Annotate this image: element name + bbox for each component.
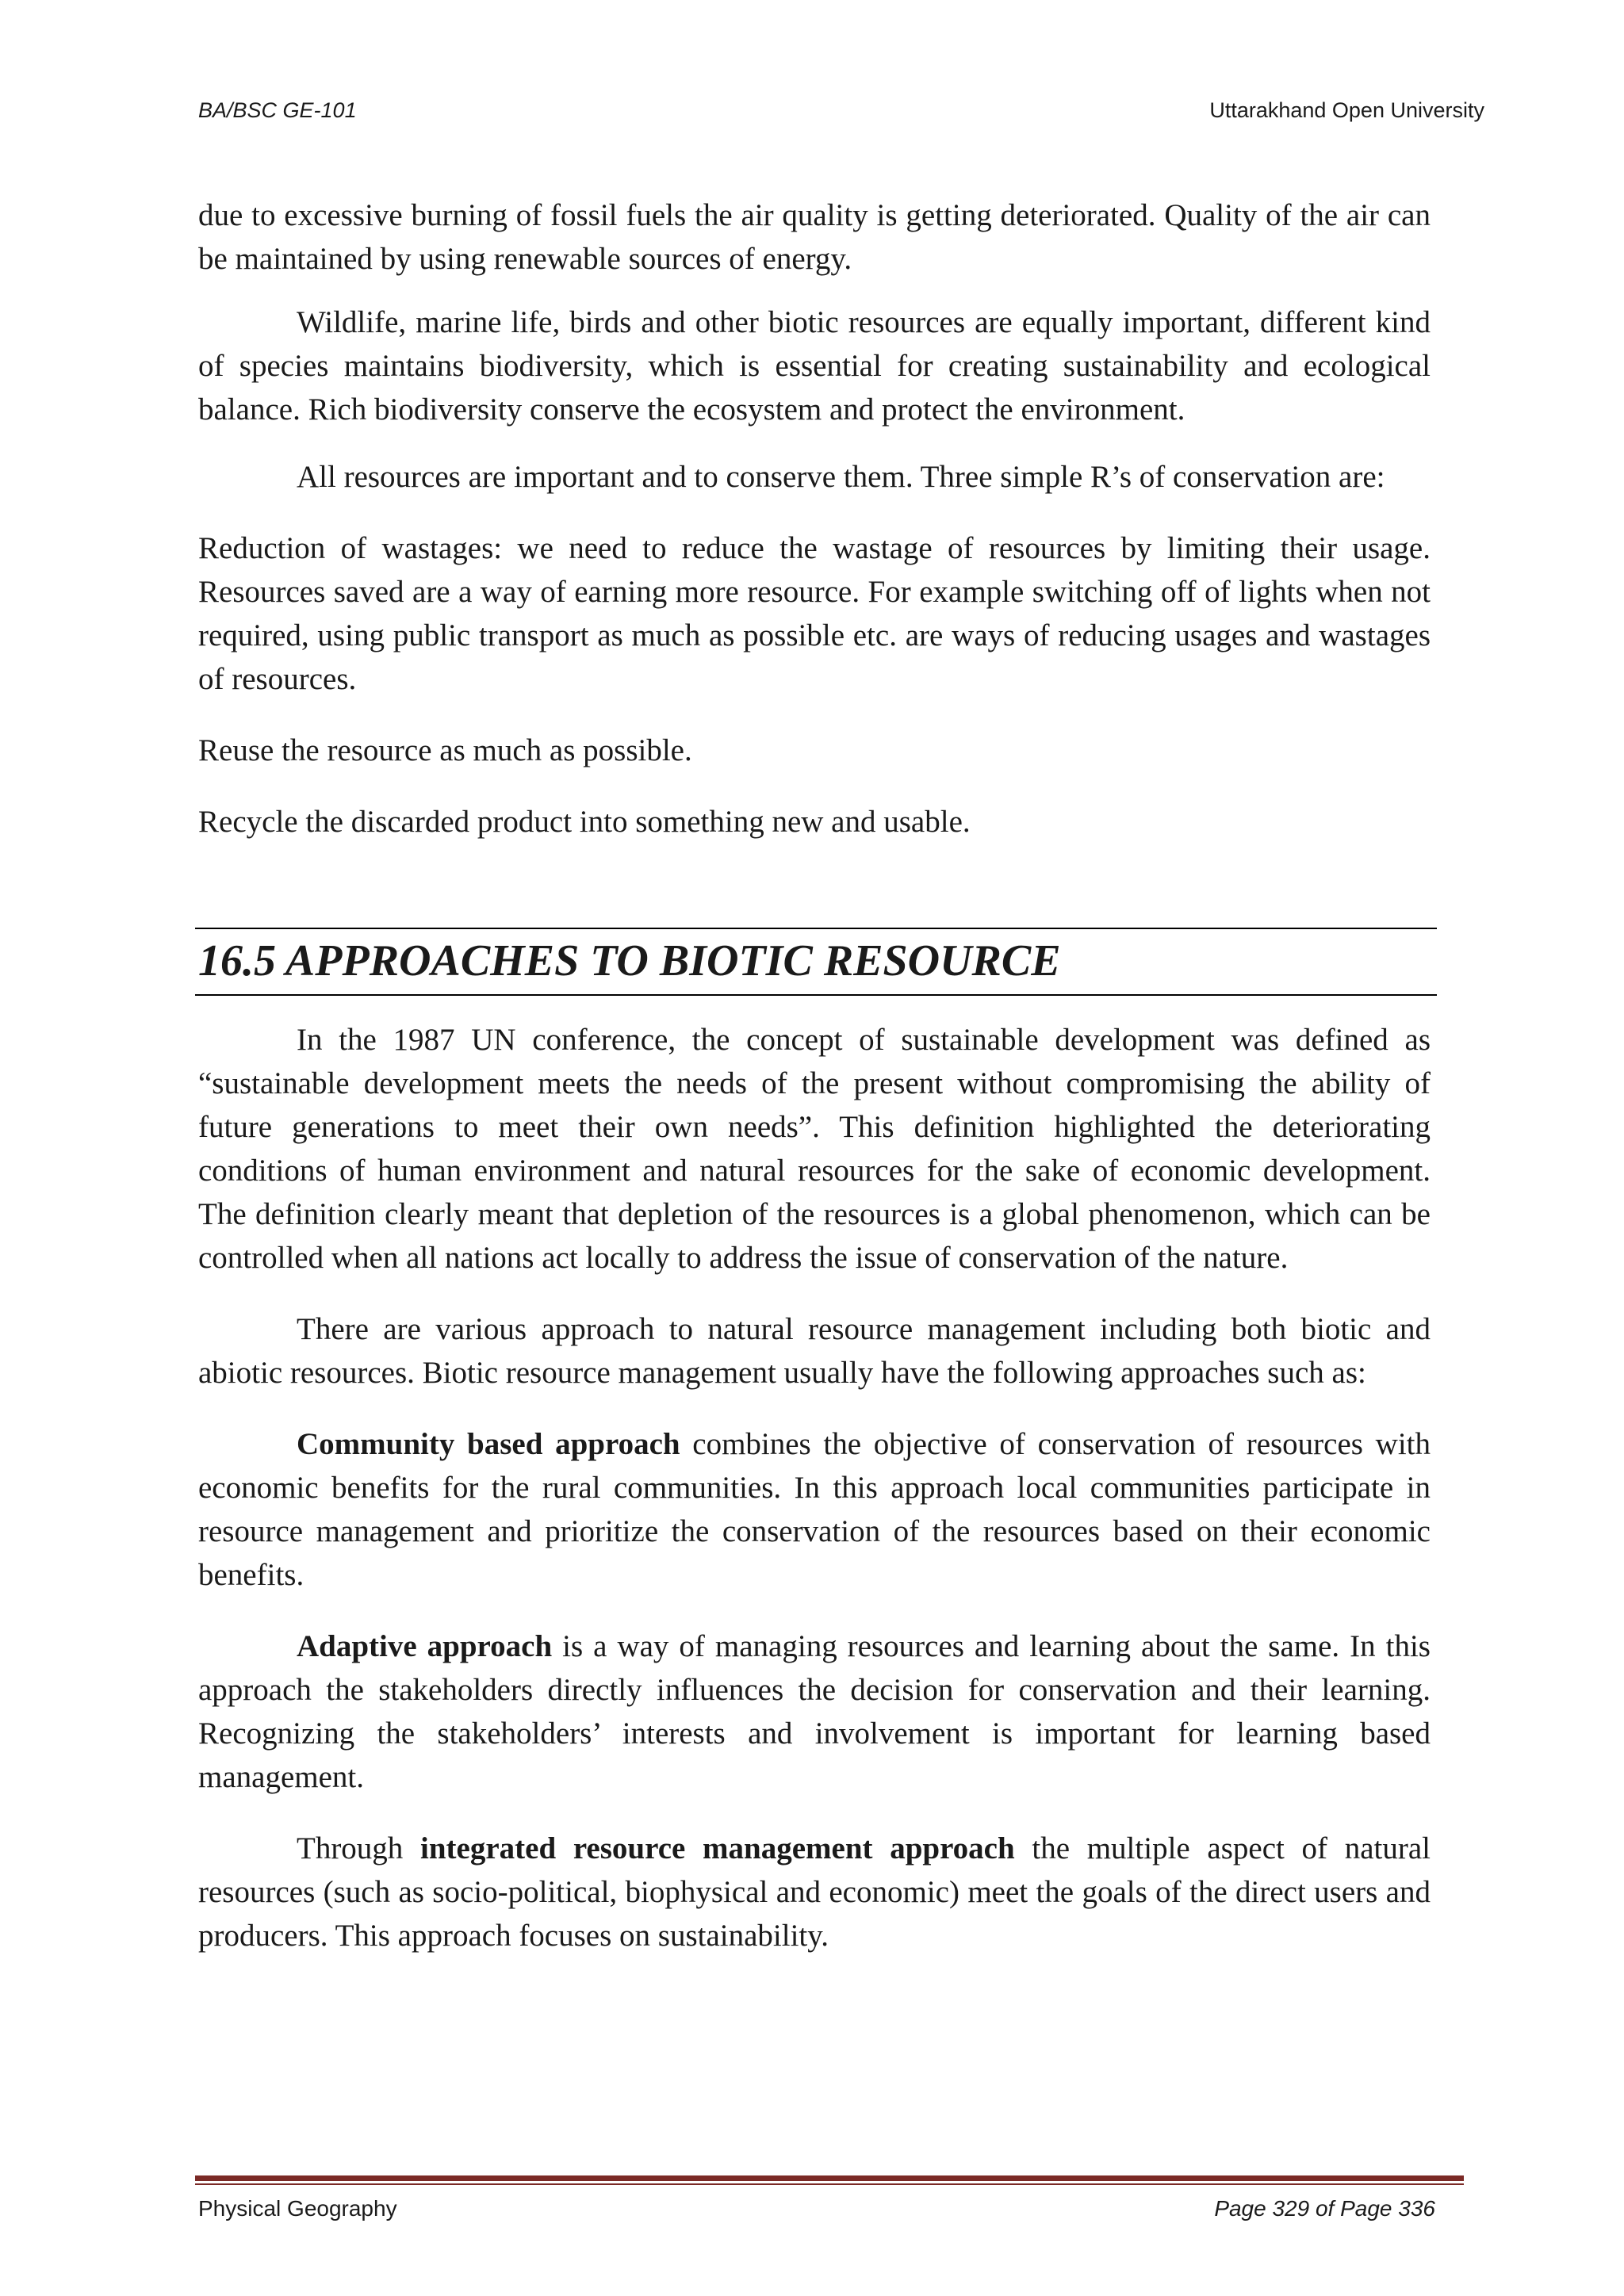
term-adaptive-approach: Adaptive approach — [297, 1629, 553, 1663]
term-integrated-approach: integrated resource management approach — [420, 1831, 1015, 1866]
text-adaptive-approach: is a way of managing resources and learning about the same. In this approach the stakeholders directly influences the decision for conservation and their learning. Recognizing the stakeholders’ interests and involvement is important for learning based management. — [198, 1629, 1431, 1794]
text-integrated-approach: the multiple aspect of natural resources (such as socio-political, biophysical and economic) meet the goals of the direct users and producers. This approach focuses on sustainability. — [198, 1831, 1431, 1953]
body-top — [198, 193, 1431, 844]
term-community-approach: Community based approach — [297, 1427, 680, 1461]
paragraph-reuse: Reuse the resource as much as possible. — [198, 733, 692, 767]
footer-subject: Physical Geography — [198, 2196, 397, 2221]
paragraph-sustainable-development: In the 1987 UN conference, the concept of sustainable development was defined as “sustainable development meets the needs of the present without compromising the ability of future generations to meet their own needs”. This definition highlighted the deteriorating conditions of human environment and natural resources for the sake of economic development. The definition clearly meant that depletion of the resources is a global phenomenon, which can be controlled when all nations act locally to address the issue of conservation of the nature. — [198, 1023, 1431, 1275]
paragraph-integrated-approach — [198, 1827, 1431, 1957]
heading-divider-top — [195, 928, 1437, 929]
paragraph-recycle: Recycle the discarded product into something new and usable. — [198, 805, 971, 839]
header-course-code: BA/BSC GE-101 — [198, 98, 357, 122]
footer-page-number: Page 329 of Page 336 — [1214, 2196, 1435, 2221]
paragraph-air-quality: due to excessive burning of fossil fuels the air quality is getting deteriorated. Quality of the air can be maintained by using renewable sources of energy. — [198, 198, 1431, 276]
text-community-approach: combines the objective of conservation of resources with economic benefits for the rural communities. In this approach local communities participate in resource management and prioritize the conservation of the resources based on their economic benefits. — [198, 1427, 1431, 1592]
paragraph-community-approach — [198, 1422, 1431, 1597]
prefix-integrated-approach: Through — [297, 1831, 421, 1866]
footer-divider-thin — [195, 2183, 1464, 2185]
body-section — [198, 1018, 1431, 1957]
heading-divider-bottom — [195, 994, 1437, 996]
paragraph-adaptive-approach — [198, 1624, 1431, 1799]
header-university: Uttarakhand Open University — [1209, 98, 1484, 122]
paragraph-approaches-intro: There are various approach to natural resource management including both biotic and abiotic resources. Biotic resource management usually have the following approaches such as: — [198, 1312, 1431, 1390]
section-heading: 16.5 APPROACHES TO BIOTIC RESOURCE — [198, 936, 1061, 985]
paragraph-three-rs: All resources are important and to conserve them. Three simple R’s of conservation are: — [297, 460, 1385, 494]
paragraph-reduction: Reduction of wastages: we need to reduce the wastage of resources by limiting their usage. Resources saved are a way of earning more resource. For example switching off of lights when not required, using public transport as much as possible etc. are ways of reducing usages and wastages of resources. — [198, 531, 1431, 696]
footer-divider-thick — [195, 2175, 1464, 2181]
paragraph-wildlife: Wildlife, marine life, birds and other biotic resources are equally important, different kind of species maintains biodiversity, which is essential for creating sustainability and ecological balance. Rich biodiversity conserve the ecosystem and protect the environment. — [198, 305, 1431, 427]
